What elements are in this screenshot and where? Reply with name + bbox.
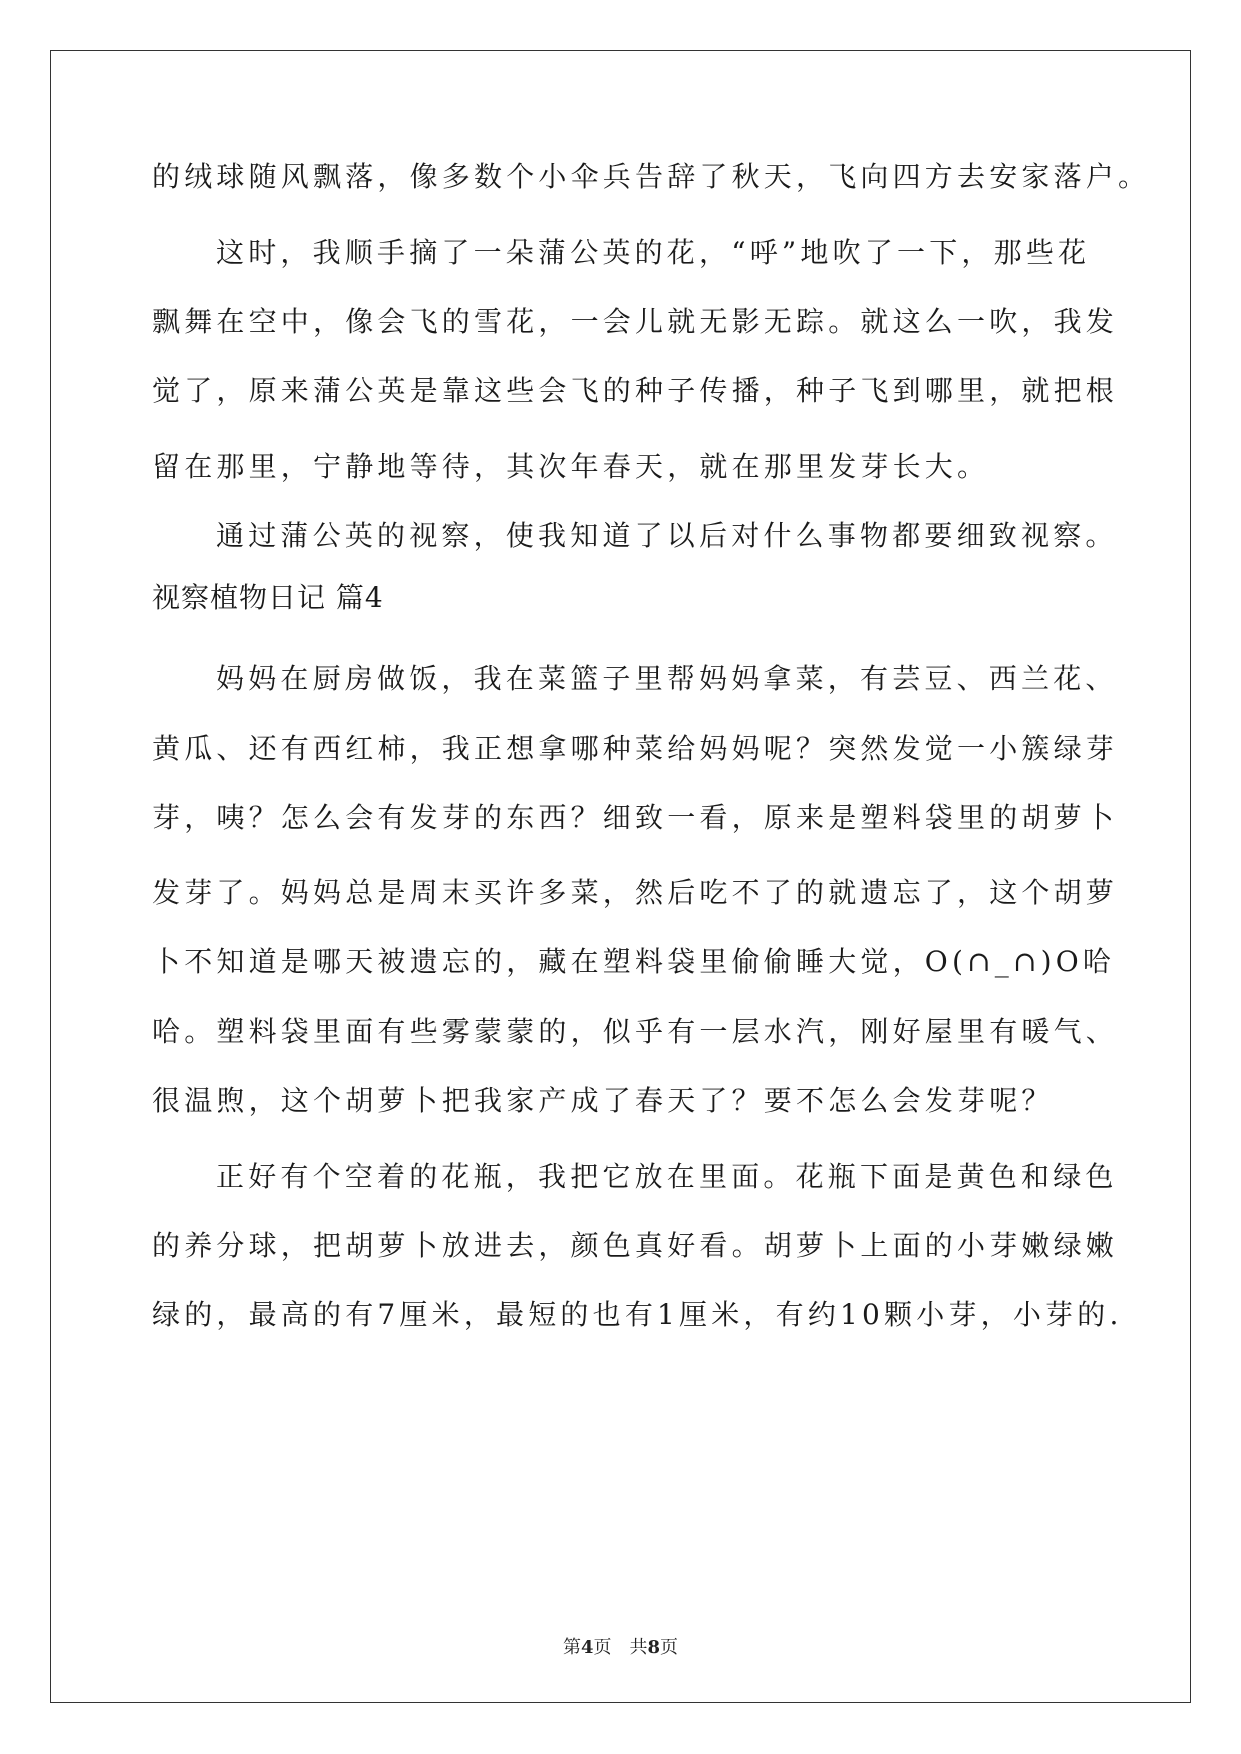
text-line: 卜不知道是哪天被遗忘的，藏在塑料袋里偷偷睡大觉，O(∩_∩)O哈	[152, 945, 1116, 978]
text-line: 绿的，最高的有7厘米，最短的也有1厘米，有约10颗小芽，小芽的.	[152, 1298, 1123, 1331]
text-line: 留在那里，宁静地等待，其次年春天，就在那里发芽长大。	[152, 450, 990, 483]
text-line: 觉了，原来蒲公英是靠这些会飞的种子传播，种子飞到哪里，就把根	[152, 374, 1119, 407]
page-number: 4	[580, 1637, 594, 1658]
text-line: 飘舞在空中，像会飞的雪花，一会儿就无影无踪。就这么一吹，我发	[152, 305, 1119, 338]
paragraph-first-line: 通过蒲公英的视察，使我知道了以后对什么事物都要细致视察。	[216, 519, 1118, 552]
total-pages: 8	[647, 1637, 661, 1658]
text-line: 发芽了。妈妈总是周末买许多菜，然后吃不了的就遗忘了，这个胡萝	[152, 876, 1119, 909]
paragraph-first-line: 这时，我顺手摘了一朵蒲公英的花，“呼”地吹了一下，那些花	[216, 236, 1091, 269]
text-line: 哈。塑料袋里面有些雾蒙蒙的，似乎有一层水汽，刚好屋里有暖气、	[152, 1015, 1119, 1048]
text-line: 的绒球随风飘落，像多数个小伞兵告辞了秋天，飞向四方去安家落户。	[152, 160, 1151, 193]
page-prefix: 第	[562, 1637, 581, 1658]
paragraph-first-line: 妈妈在厨房做饭，我在菜篮子里帮妈妈拿菜，有芸豆、西兰花、	[216, 662, 1118, 695]
text-line: 的养分球，把胡萝卜放进去，颜色真好看。胡萝卜上面的小芽嫩绿嫩	[152, 1229, 1119, 1262]
text-line: 黄瓜、还有西红柿，我正想拿哪种菜给妈妈呢？突然发觉一小簇绿芽	[152, 732, 1119, 765]
total-suffix: 页	[660, 1637, 679, 1658]
text-line: 很温煦，这个胡萝卜把我家产成了春天了？要不怎么会发芽呢？	[152, 1084, 1054, 1117]
total-prefix: 共	[629, 1637, 648, 1658]
text-line: 芽，咦？怎么会有发芽的东西？细致一看，原来是塑料袋里的胡萝卜	[152, 801, 1119, 834]
paragraph-first-line: 正好有个空着的花瓶，我把它放在里面。花瓶下面是黄色和绿色	[216, 1160, 1118, 1193]
section-heading: 视察植物日记 篇4	[152, 581, 384, 614]
page-footer	[0, 1636, 1241, 1660]
page-suffix: 页	[593, 1637, 612, 1658]
